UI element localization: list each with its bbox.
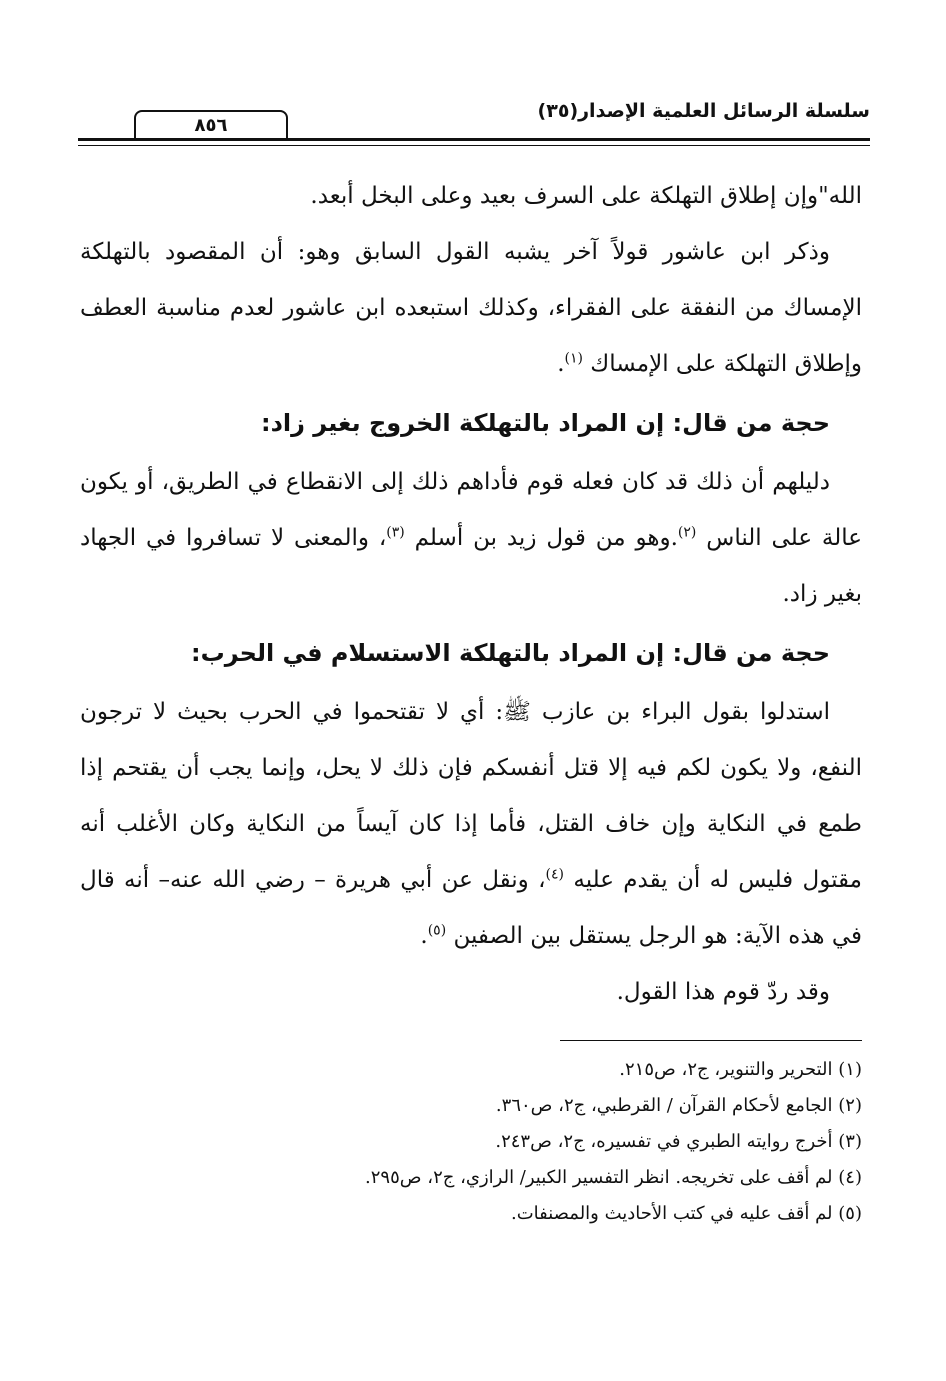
- section-heading-1: حجة من قال: إن المراد بالتهلكة الخروج بغير زاد:: [260, 409, 830, 437]
- page-header: [78, 96, 870, 152]
- header-rule-thick: [78, 138, 870, 141]
- footnote-item: (٥) لم أقف عليه في كتب الأحاديث والمصنفات.: [510, 1203, 862, 1224]
- paragraph-5: وقد ردّ قوم هذا القول.: [616, 979, 830, 1005]
- footnote-separator: [560, 1040, 862, 1041]
- footnote-ref-4[interactable]: (٤): [545, 866, 565, 883]
- footnote-ref-3[interactable]: (٣): [386, 524, 405, 541]
- paragraph-2-text: وذكر ابن عاشور قولاً آخر يشبه القول السابق وهو: أن المقصود بالتهلكة الإمساك من النفقة على الفقراء، وكذلك استبعده ابن عاشور لعدم مناسبة العطف وإطلاق التهلكة على الإمساك: [80, 239, 862, 377]
- footnote-ref-5[interactable]: (٥): [427, 922, 447, 939]
- page-number: ٨٥٦: [134, 110, 288, 140]
- footnote-item: (٢) الجامع لأحكام القرآن / القرطبي، ج٢، ص٣٦٠.: [495, 1095, 862, 1116]
- paragraph-4: [80, 684, 862, 964]
- footnotes: [120, 1052, 862, 1232]
- paragraph-3-text-a: دليلهم أن ذلك قد كان فعله قوم فأداهم ذلك إلى الانقطاع في الطريق، أو يكون عالة على الناس: [80, 469, 862, 551]
- paragraph-4-text-b: ، ونقل عن أبي هريرة – رضي الله عنه– أنه قال في هذه الآية: هو الرجل يستقل بين الصفين: [80, 867, 862, 949]
- paragraph-2: [80, 224, 862, 392]
- paragraph-4-end: .: [420, 923, 428, 949]
- section-heading-2: حجة من قال: إن المراد بالتهلكة الاستسلام في الحرب:: [191, 639, 830, 667]
- body-text: [80, 168, 862, 1020]
- paragraph-3-text-c: ، والمعنى لا تسافروا في الجهاد بغير زاد.: [80, 525, 862, 607]
- paragraph-3-text-b: .وهو من قول زيد بن أسلم: [414, 525, 678, 551]
- footnote-item: (٤) لم أقف على تخريجه. انظر التفسير الكبير/ الرازي، ج٢، ص٢٩٥.: [365, 1167, 862, 1188]
- paragraph-3: [80, 454, 862, 622]
- series-title: سلسلة الرسائل العلمية الإصدار(٣٥): [537, 100, 870, 122]
- paragraph-2-end: .: [557, 351, 565, 377]
- paragraph-4-text-a: استدلوا بقول البراء بن عازب ﷺ: أي لا تقتحموا في الحرب بحيث لا ترجون النفع، ولا يكون لكم فيه إلا قتل أنفسكم فإن ذلك لا يحل، وإنما يجب أن يقتحم إذا طمع في النكاية وإن خاف القتل، فأما إذا كان آيساً من النكاية وكان الأغلب أنه مقتول فليس له أن يقدم عليه: [80, 699, 863, 893]
- footnote-ref-2[interactable]: (٢): [677, 524, 697, 541]
- header-rule-thin: [78, 145, 870, 146]
- footnote-item: (١) التحرير والتنوير، ج٢، ص٢١٥.: [619, 1059, 862, 1080]
- footnote-item: (٣) أخرج روايته الطبري في تفسيره، ج٢، ص٢٤٣.: [495, 1131, 862, 1152]
- paragraph-1: الله"وإن إطلاق التهلكة على السرف بعيد وعلى البخل أبعد.: [310, 183, 862, 209]
- footnote-ref-1[interactable]: (١): [564, 350, 583, 367]
